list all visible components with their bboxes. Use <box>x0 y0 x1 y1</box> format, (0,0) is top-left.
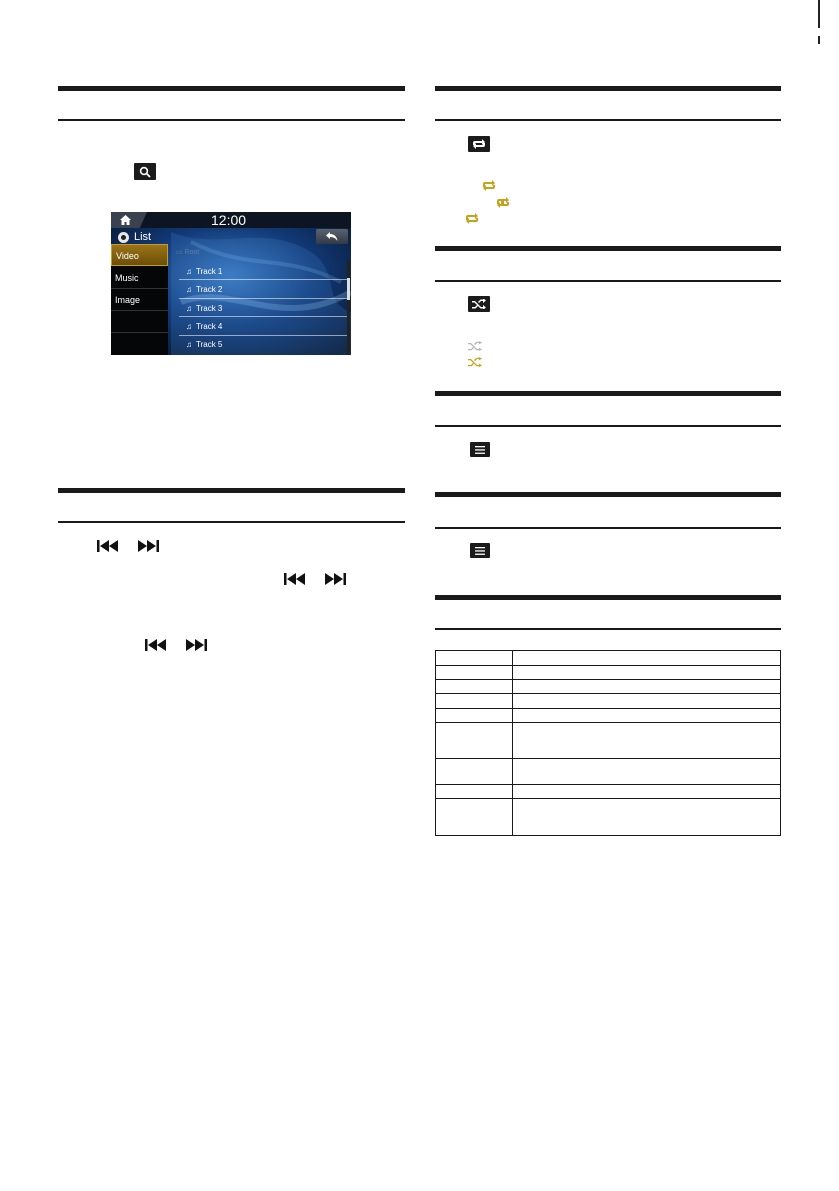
sidebar-item-music[interactable]: Music <box>111 267 168 289</box>
home-icon <box>120 215 131 225</box>
table-cell <box>513 723 781 759</box>
section-rule-thick <box>435 246 781 251</box>
divider <box>179 316 347 317</box>
clock: 12:00 <box>211 212 247 228</box>
skip-previous-icon <box>97 540 119 552</box>
section-rule-thin <box>435 280 781 282</box>
table-cell <box>436 723 513 759</box>
table-cell <box>436 694 513 709</box>
search-icon <box>134 163 156 180</box>
music-note-icon: ♫ <box>186 304 192 313</box>
table-row <box>436 694 781 709</box>
folder-row[interactable]: ▭ Root <box>176 249 200 256</box>
section-rule-thick <box>58 488 405 493</box>
section-rule-thin <box>435 628 781 630</box>
section-rule-thick <box>435 391 781 396</box>
page-cut-mark <box>818 0 820 28</box>
music-note-icon: ♫ <box>186 340 192 349</box>
section-rule-thick <box>58 86 405 91</box>
sidebar-item-video[interactable]: Video <box>111 244 168 266</box>
spec-table <box>435 650 781 836</box>
table-cell <box>513 709 781 723</box>
scrollbar-thumb[interactable] <box>347 278 350 300</box>
skip-previous-icon <box>145 639 167 651</box>
section-rule-thick <box>435 492 781 497</box>
back-arrow-icon <box>326 232 338 241</box>
track-title: Track 5 <box>196 340 223 349</box>
table-row <box>436 759 781 785</box>
track-title: Track 4 <box>196 322 223 331</box>
sidebar-item-image[interactable]: Image <box>111 289 168 311</box>
shuffle-off-icon <box>468 341 482 351</box>
table-cell <box>436 680 513 694</box>
section-rule-thick <box>435 595 781 600</box>
skip-next-icon <box>324 573 346 585</box>
section-rule-thin <box>435 425 781 427</box>
page-cut-mark-dash <box>818 36 820 44</box>
repeat-icon <box>468 136 490 152</box>
table-cell <box>513 799 781 836</box>
menu-icon <box>470 543 490 558</box>
music-note-icon: ♫ <box>186 285 192 294</box>
table-row <box>436 785 781 799</box>
table-cell <box>513 651 781 666</box>
divider <box>179 335 347 336</box>
table-cell <box>513 785 781 799</box>
table-cell <box>436 799 513 836</box>
list-screen-screenshot <box>111 212 351 355</box>
table-row <box>436 651 781 666</box>
repeat-all-icon <box>465 213 479 224</box>
table-cell <box>436 666 513 680</box>
table-cell <box>436 785 513 799</box>
skip-next-icon <box>137 540 159 552</box>
divider <box>179 279 347 280</box>
folder-label: Root <box>184 249 200 256</box>
track-title: Track 2 <box>196 285 223 294</box>
table-row <box>436 680 781 694</box>
list-item-track[interactable] <box>186 285 222 294</box>
track-title: Track 1 <box>196 267 223 276</box>
scrollbar[interactable] <box>347 260 350 355</box>
list-item-track[interactable] <box>186 322 222 331</box>
section-rule-thin <box>58 119 405 121</box>
music-note-icon: ♫ <box>186 267 192 276</box>
table-cell <box>436 759 513 785</box>
table-cell <box>513 694 781 709</box>
section-rule-thin <box>435 527 781 529</box>
table-row <box>436 723 781 759</box>
list-item-track[interactable] <box>186 304 222 313</box>
list-title: List <box>134 231 152 243</box>
table-cell <box>513 680 781 694</box>
shuffle-on-icon <box>468 357 482 367</box>
list-item-track[interactable] <box>186 267 222 276</box>
sidebar-item-empty <box>111 311 168 333</box>
table-row <box>436 799 781 836</box>
table-row <box>436 666 781 680</box>
list-header <box>118 231 151 243</box>
table-cell <box>513 666 781 680</box>
repeat-one-icon <box>482 180 496 191</box>
track-title: Track 3 <box>196 304 223 313</box>
section-rule-thick <box>435 86 781 91</box>
back-button[interactable] <box>316 229 348 244</box>
disc-icon <box>118 232 129 243</box>
table-cell <box>436 709 513 723</box>
table-row <box>436 709 781 723</box>
table-cell <box>513 759 781 785</box>
music-note-icon: ♫ <box>186 322 192 331</box>
skip-next-icon <box>185 639 207 651</box>
list-item-track[interactable] <box>186 340 222 349</box>
skip-previous-icon <box>284 573 306 585</box>
section-rule-thin <box>435 119 781 121</box>
table-cell <box>436 651 513 666</box>
menu-icon <box>470 442 490 457</box>
shuffle-icon <box>468 296 490 312</box>
repeat-folder-icon <box>496 197 510 208</box>
divider <box>179 298 347 299</box>
section-rule-thin <box>58 521 405 523</box>
